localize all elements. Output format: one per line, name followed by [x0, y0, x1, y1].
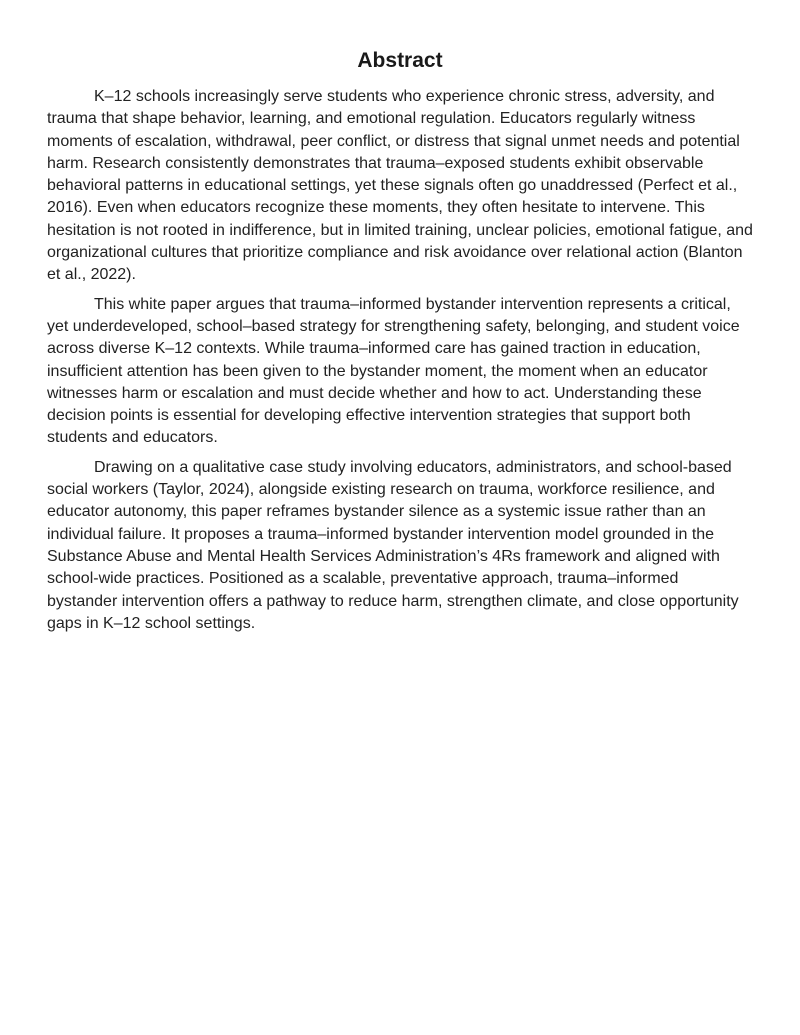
abstract-body [47, 86, 753, 642]
abstract-paragraph-1: K–12 schools increasingly serve students who experience chronic stress, adversity, and trauma that shape behavior, learning, and emotional regulation. Educators regularly witness moments of escalation, withdrawal, peer conflict, or distress that signal unmet needs and potential harm. Research consistently demonstrates that trauma–exposed students exhibit observable behavioral patterns in educational settings, yet these signals often go unaddressed (Perfect et al., 2016). Even when educators recognize these moments, they often hesitate to intervene. This hesitation is not rooted in indifference, but in limited training, unclear policies, emotional fatigue, and organizational cultures that prioritize compliance and risk avoidance over relational action (Blanton et al., 2022). [47, 88, 753, 284]
abstract-heading: Abstract [357, 49, 443, 72]
abstract-paragraph-2: This white paper argues that trauma–informed bystander intervention represents a critical, yet underdeveloped, school–based strategy for strengthening safety, belonging, and student voice across diverse K–12 contexts. While trauma–informed care has gained traction in education, insufficient attention has been given to the bystander moment, the moment when an educator witnesses harm or escalation and must decide whether and how to act. Understanding these decision points is essential for developing effective intervention strategies that support both students and educators. [47, 295, 740, 447]
abstract-paragraph-3: Drawing on a qualitative case study involving educators, administrators, and school-based social workers (Taylor, 2024), alongside existing research on trauma, workforce resilience, and educator autonomy, this paper reframes bystander silence as a systemic issue rather than an individual failure. It proposes a trauma–informed bystander intervention model grounded in the Substance Abuse and Mental Health Services Administration’s 4Rs framework and aligned with school-wide practices. Positioned as a scalable, preventative approach, trauma–informed bystander intervention offers a pathway to reduce harm, strengthen climate, and close opportunity gaps in K–12 school settings. [47, 458, 739, 632]
